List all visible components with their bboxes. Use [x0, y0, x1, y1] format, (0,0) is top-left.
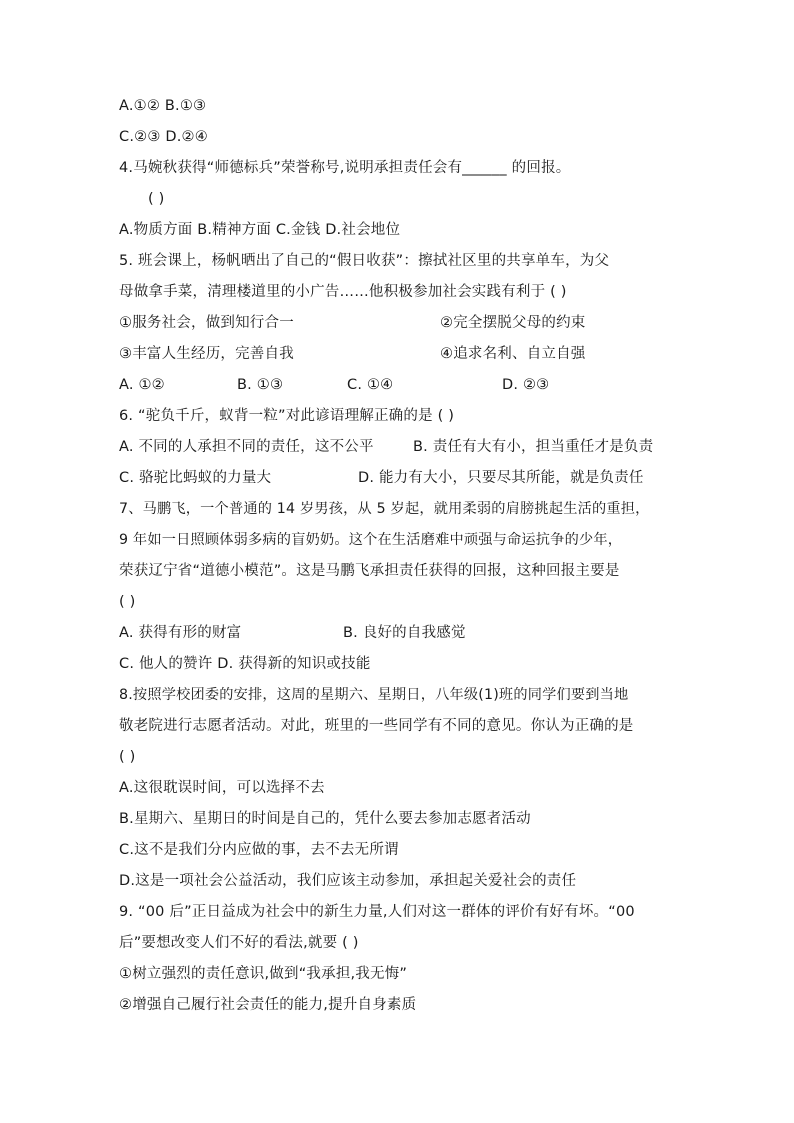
q7-stem-line-1: 7、马鹏飞，一个普通的 14 岁男孩，从 5 岁起，就用柔弱的肩膀挑起生活的重担，: [119, 501, 650, 517]
q3-options-row-2: C.②③ D.②④: [119, 129, 208, 145]
q6-option-b: B. 责任有大有小，担当重任才是负责: [413, 439, 654, 455]
q7-options-c-d: C. 他人的赞许 D. 获得新的知识或技能: [119, 656, 371, 672]
q9-item-1: ①树立强烈的责任意识,做到“我承担,我无悔”: [119, 966, 408, 982]
q5-item-3: ③丰富人生经历，完善自我: [119, 346, 294, 362]
q8-option-a: A.这很耽误时间，可以选择不去: [119, 780, 325, 796]
q6-option-c: C. 骆驼比蚂蚁的力量大: [119, 470, 272, 486]
q9-item-2: ②增强自己履行社会责任的能力,提升自身素质: [119, 997, 417, 1013]
q7-answer-paren: ( ): [119, 594, 136, 610]
q5-item-4: ④追求名利、自立自强: [440, 346, 586, 362]
q6-option-a: A. 不同的人承担不同的责任，这不公平: [119, 439, 374, 455]
q7-stem-line-2: 9 年如一日照顾体弱多病的盲奶奶。这个在生活磨难中顽强与命运抗争的少年，: [119, 532, 623, 548]
q5-item-1: ①服务社会，做到知行合一: [119, 315, 294, 331]
q7-stem-line-3: 荣获辽宁省“道德小模范”。这是马鹏飞承担责任获得的回报，这种回报主要是: [119, 563, 620, 579]
q9-stem-line-1: 9. “00 后”正日益成为社会中的新生力量,人们对这一群体的评价有好有坏。“00: [119, 904, 635, 920]
q5-option-d: D. ②③: [502, 377, 550, 393]
q6-option-d: D. 能力有大小，只要尽其所能，就是负责任: [358, 470, 644, 486]
q6-stem: 6. “驼负千斤，蚁背一粒”对此谚语理解正确的是 ( ): [119, 408, 455, 424]
q8-option-b: B.星期六、星期日的时间是自己的，凭什么要去参加志愿者活动: [119, 811, 531, 827]
q8-option-c: C.这不是我们分内应做的事，去不去无所谓: [119, 842, 399, 858]
q5-item-2: ②完全摆脱父母的约束: [440, 315, 586, 331]
q4-options: A.物质方面 B.精神方面 C.金钱 D.社会地位: [119, 222, 401, 238]
q8-answer-paren: ( ): [119, 749, 136, 765]
q5-stem-line-2: 母做拿手菜，清理楼道里的小广告……他积极参加社会实践有利于 ( ): [119, 284, 567, 300]
q3-options-row-1: A.①② B.①③: [119, 98, 207, 114]
q7-option-b: B. 良好的自我感觉: [343, 625, 466, 641]
q4-answer-paren: ( ): [148, 191, 165, 207]
q5-stem-line-1: 5. 班会课上，杨帆晒出了自己的“假日收获”：擦拭社区里的共享单车，为父: [119, 253, 610, 269]
q8-option-d: D.这是一项社会公益活动，我们应该主动参加，承担起关爱社会的责任: [119, 873, 577, 889]
q8-stem-line-2: 敬老院进行志愿者活动。对此，班里的一些同学有不同的意见。你认为正确的是: [119, 718, 634, 734]
q5-option-c: C. ①④: [347, 377, 394, 393]
q5-option-a: A. ①②: [119, 377, 165, 393]
q5-option-b: B. ①③: [237, 377, 284, 393]
q4-stem: 4.马婉秋获得“师德标兵”荣誉称号,说明承担责任会有______ 的回报。: [119, 160, 571, 176]
q7-option-a: A. 获得有形的财富: [119, 625, 242, 641]
q8-stem-line-1: 8.按照学校团委的安排，这周的星期六、星期日，八年级(1)班的同学们要到当地: [119, 687, 629, 703]
q9-stem-line-2: 后”要想改变人们不好的看法,就要 ( ): [119, 935, 359, 951]
